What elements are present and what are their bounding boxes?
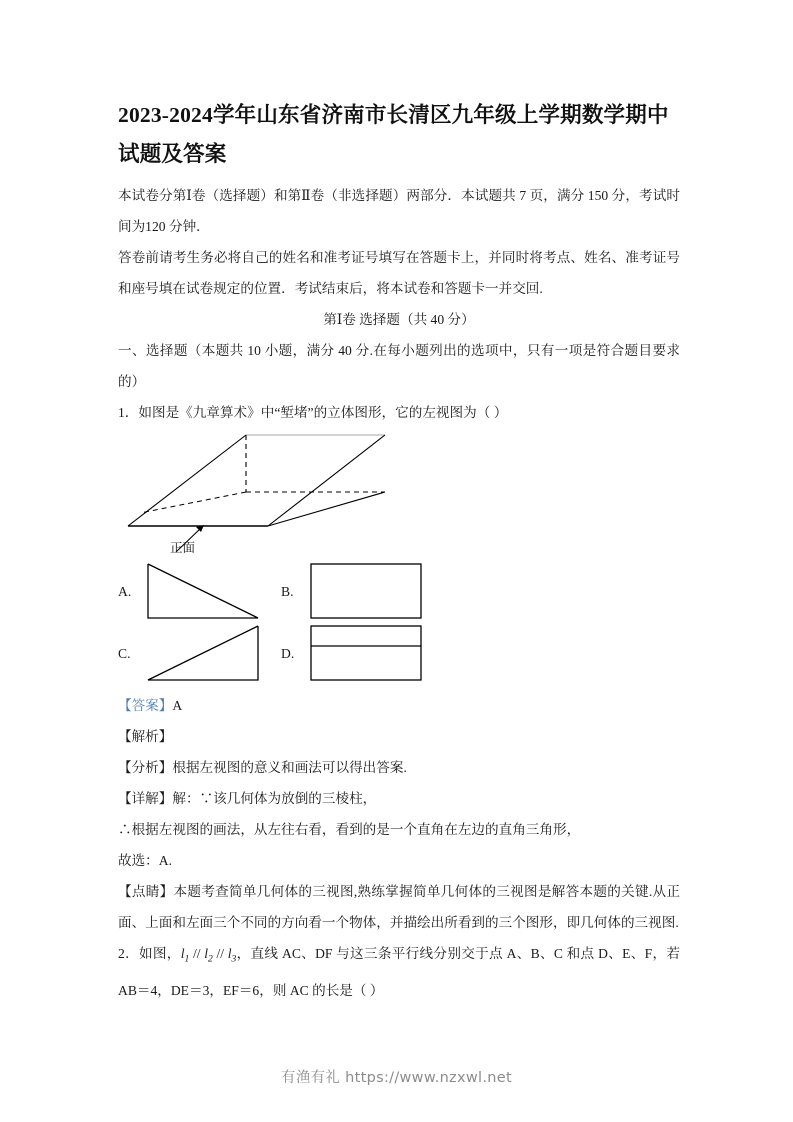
q2-line-1-sub: 1 — [184, 953, 190, 965]
q2-line-2: l — [204, 946, 208, 961]
q2-part3: AB＝4，DE＝3，EF＝6，则 AC 的长是（ ） — [118, 982, 384, 998]
question-1-detail-1: 【详解】解：∵该几何体为放倒的三棱柱， — [118, 791, 377, 806]
option-c-shape[interactable] — [146, 624, 264, 684]
q2-line-1: l — [180, 946, 185, 961]
question-1-options — [118, 562, 680, 690]
q2-line-3-sub: 3 — [231, 953, 237, 965]
site-watermark: 有渔有礼 https://www.nzxwl.net — [281, 1070, 512, 1086]
q2-part2: ，直线 AC、DF 与这三条平行线分别交于点 A、B、C 和点 D、E、F，若 — [236, 946, 680, 961]
section-heading: 第Ⅰ卷 选择题（共 40 分） — [323, 312, 475, 327]
intro-paragraph-1: 本试卷分第Ⅰ卷（选择题）和第Ⅱ卷（非选择题）两部分．本试题共 7 页，满分 150 分，考试时间为120 分钟． — [118, 188, 680, 234]
q2-parallel-2: // — [212, 946, 228, 961]
option-d-shape[interactable] — [309, 624, 427, 684]
question-1-stem: 1．如图是《九章算术》中“堑堵”的立体图形，它的左视图为（ ） — [118, 405, 508, 420]
question-2-stem — [118, 938, 680, 1006]
prism-diagram — [118, 430, 418, 558]
q2-part1: 2．如图， — [118, 946, 181, 961]
section-subheading: 一、选择题（本题共 10 小题，满分 40 分.在每小题列出的选项中，只有一项是符合题目要求的） — [118, 343, 680, 389]
q2-line-3: l — [227, 946, 232, 961]
question-1-explain-label: 【解析】 — [118, 729, 173, 744]
option-b-shape[interactable] — [309, 562, 427, 622]
question-1-analysis: 【分析】根据左视图的意义和画法可以得出答案. — [118, 760, 407, 775]
option-b-key[interactable]: B. — [281, 584, 294, 599]
option-a-shape[interactable] — [146, 562, 264, 622]
answer-value: A — [172, 698, 183, 713]
intro-paragraph-2: 答卷前请考生务必将自己的姓名和准考证号填写在答题卡上，并同时将考点、姓名、准考证号和座号填在试卷规定的位置．考试结束后，将本试卷和答题卡一并交回. — [118, 250, 680, 296]
question-1-solid-figure — [118, 430, 680, 558]
question-1-detail-3: 故选：A. — [118, 853, 172, 868]
question-1-answer — [118, 690, 680, 721]
option-a-key[interactable]: A. — [118, 584, 132, 599]
q2-line-2-sub: 2 — [208, 953, 213, 965]
option-d-key[interactable]: D. — [281, 646, 295, 661]
question-1-insight: 【点睛】本题考查简单几何体的三视图,熟练掌握简单几何体的三视图是解答本题的关键.从正面、上面和左面三个不同的方向看一个物体，并描绘出所看到的三个图形，即几何体的三视图. — [118, 884, 680, 930]
front-view-label: 正面 — [170, 541, 196, 555]
answer-label: 【答案】 — [118, 698, 173, 713]
q2-parallel-1: // — [189, 946, 205, 961]
document-content — [118, 96, 680, 1006]
page-title: 2023-2024学年山东省济南市长清区九年级上学期数学期中试题及答案 — [118, 103, 669, 166]
question-1-detail-2: ∴根据左视图的画法，从左往右看，看到的是一个直角在左边的直角三角形， — [118, 822, 581, 837]
option-c-key[interactable]: C. — [118, 646, 131, 661]
